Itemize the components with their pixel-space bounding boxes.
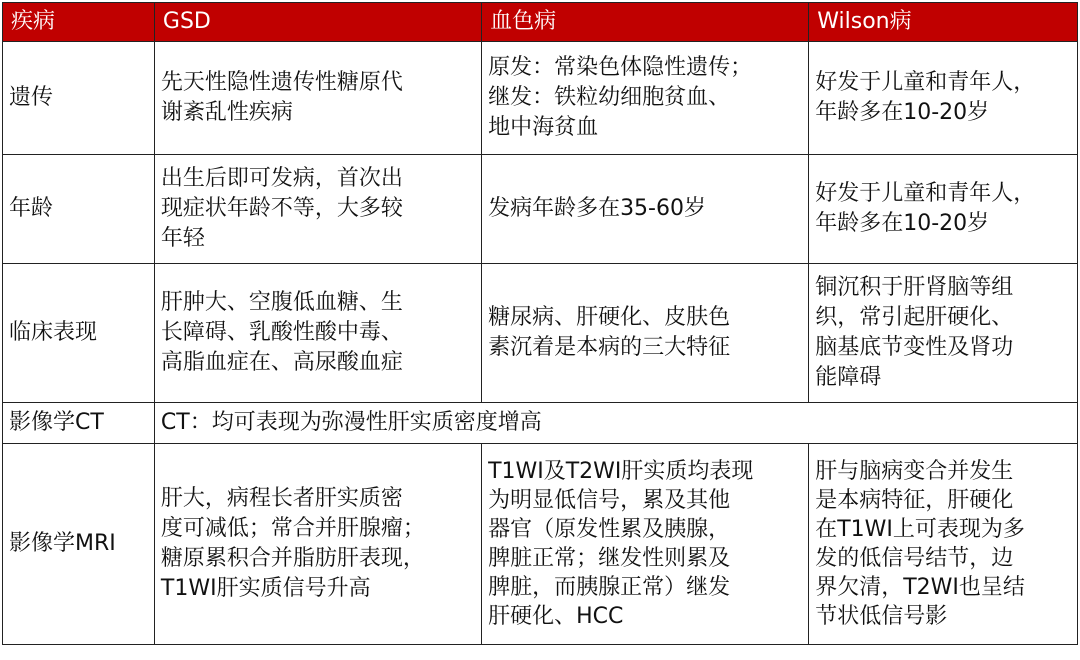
header-wilson: Wilson病	[809, 3, 1078, 42]
row-label-age: 年龄	[3, 155, 155, 264]
row-label-clinical: 临床表现	[3, 264, 155, 403]
disease-comparison-table	[2, 2, 1078, 645]
table-header-row	[3, 3, 1078, 42]
table-row-heredity	[3, 42, 1078, 155]
cell-wilson-clinical: 铜沉积于肝肾脑等组 织，常引起肝硬化、 脑基底节变性及肾功 能障碍	[809, 264, 1078, 403]
table-row-ct	[3, 403, 1078, 444]
cell-hemochromatosis-clinical: 糖尿病、肝硬化、皮肤色 素沉着是本病的三大特征	[482, 264, 809, 403]
cell-gsd-mri: 肝大，病程长者肝实质密 度可减低；常合并肝腺瘤； 糖原累积合并脂肪肝表现， T1WI肝实质信号升高	[154, 444, 481, 645]
cell-gsd-heredity: 先天性隐性遗传性糖原代 谢紊乱性疾病	[154, 42, 481, 155]
cell-gsd-clinical: 肝肿大、空腹低血糖、生 长障碍、乳酸性酸中毒、 高脂血症在、高尿酸血症	[154, 264, 481, 403]
cell-wilson-age: 好发于儿童和青年人， 年龄多在10-20岁	[809, 155, 1078, 264]
table-row-clinical	[3, 264, 1078, 403]
row-label-heredity: 遗传	[3, 42, 155, 155]
cell-hemochromatosis-heredity: 原发：常染色体隐性遗传； 继发：铁粒幼细胞贫血、 地中海贫血	[482, 42, 809, 155]
cell-wilson-mri: 肝与脑病变合并发生 是本病特征，肝硬化 在T1WI上可表现为多 发的低信号结节，边 界欠清，T2WI也呈结 节状低信号影	[809, 444, 1078, 645]
cell-hemochromatosis-age: 发病年龄多在35-60岁	[482, 155, 809, 264]
cell-ct-shared: CT：均可表现为弥漫性肝实质密度增高	[154, 403, 1077, 444]
table-row-mri	[3, 444, 1078, 645]
cell-hemochromatosis-mri: T1WI及T2WI肝实质均表现 为明显低信号，累及其他 器官（原发性累及胰腺， 脾脏正常；继发性则累及 脾脏，而胰腺正常）继发 肝硬化、HCC	[482, 444, 809, 645]
row-label-ct: 影像学CT	[3, 403, 155, 444]
row-label-mri: 影像学MRI	[3, 444, 155, 645]
header-disease: 疾病	[3, 3, 155, 42]
header-gsd: GSD	[154, 3, 481, 42]
cell-wilson-heredity: 好发于儿童和青年人， 年龄多在10-20岁	[809, 42, 1078, 155]
table-row-age	[3, 155, 1078, 264]
header-hemochromatosis: 血色病	[482, 3, 809, 42]
cell-gsd-age: 出生后即可发病，首次出 现症状年龄不等，大多较 年轻	[154, 155, 481, 264]
